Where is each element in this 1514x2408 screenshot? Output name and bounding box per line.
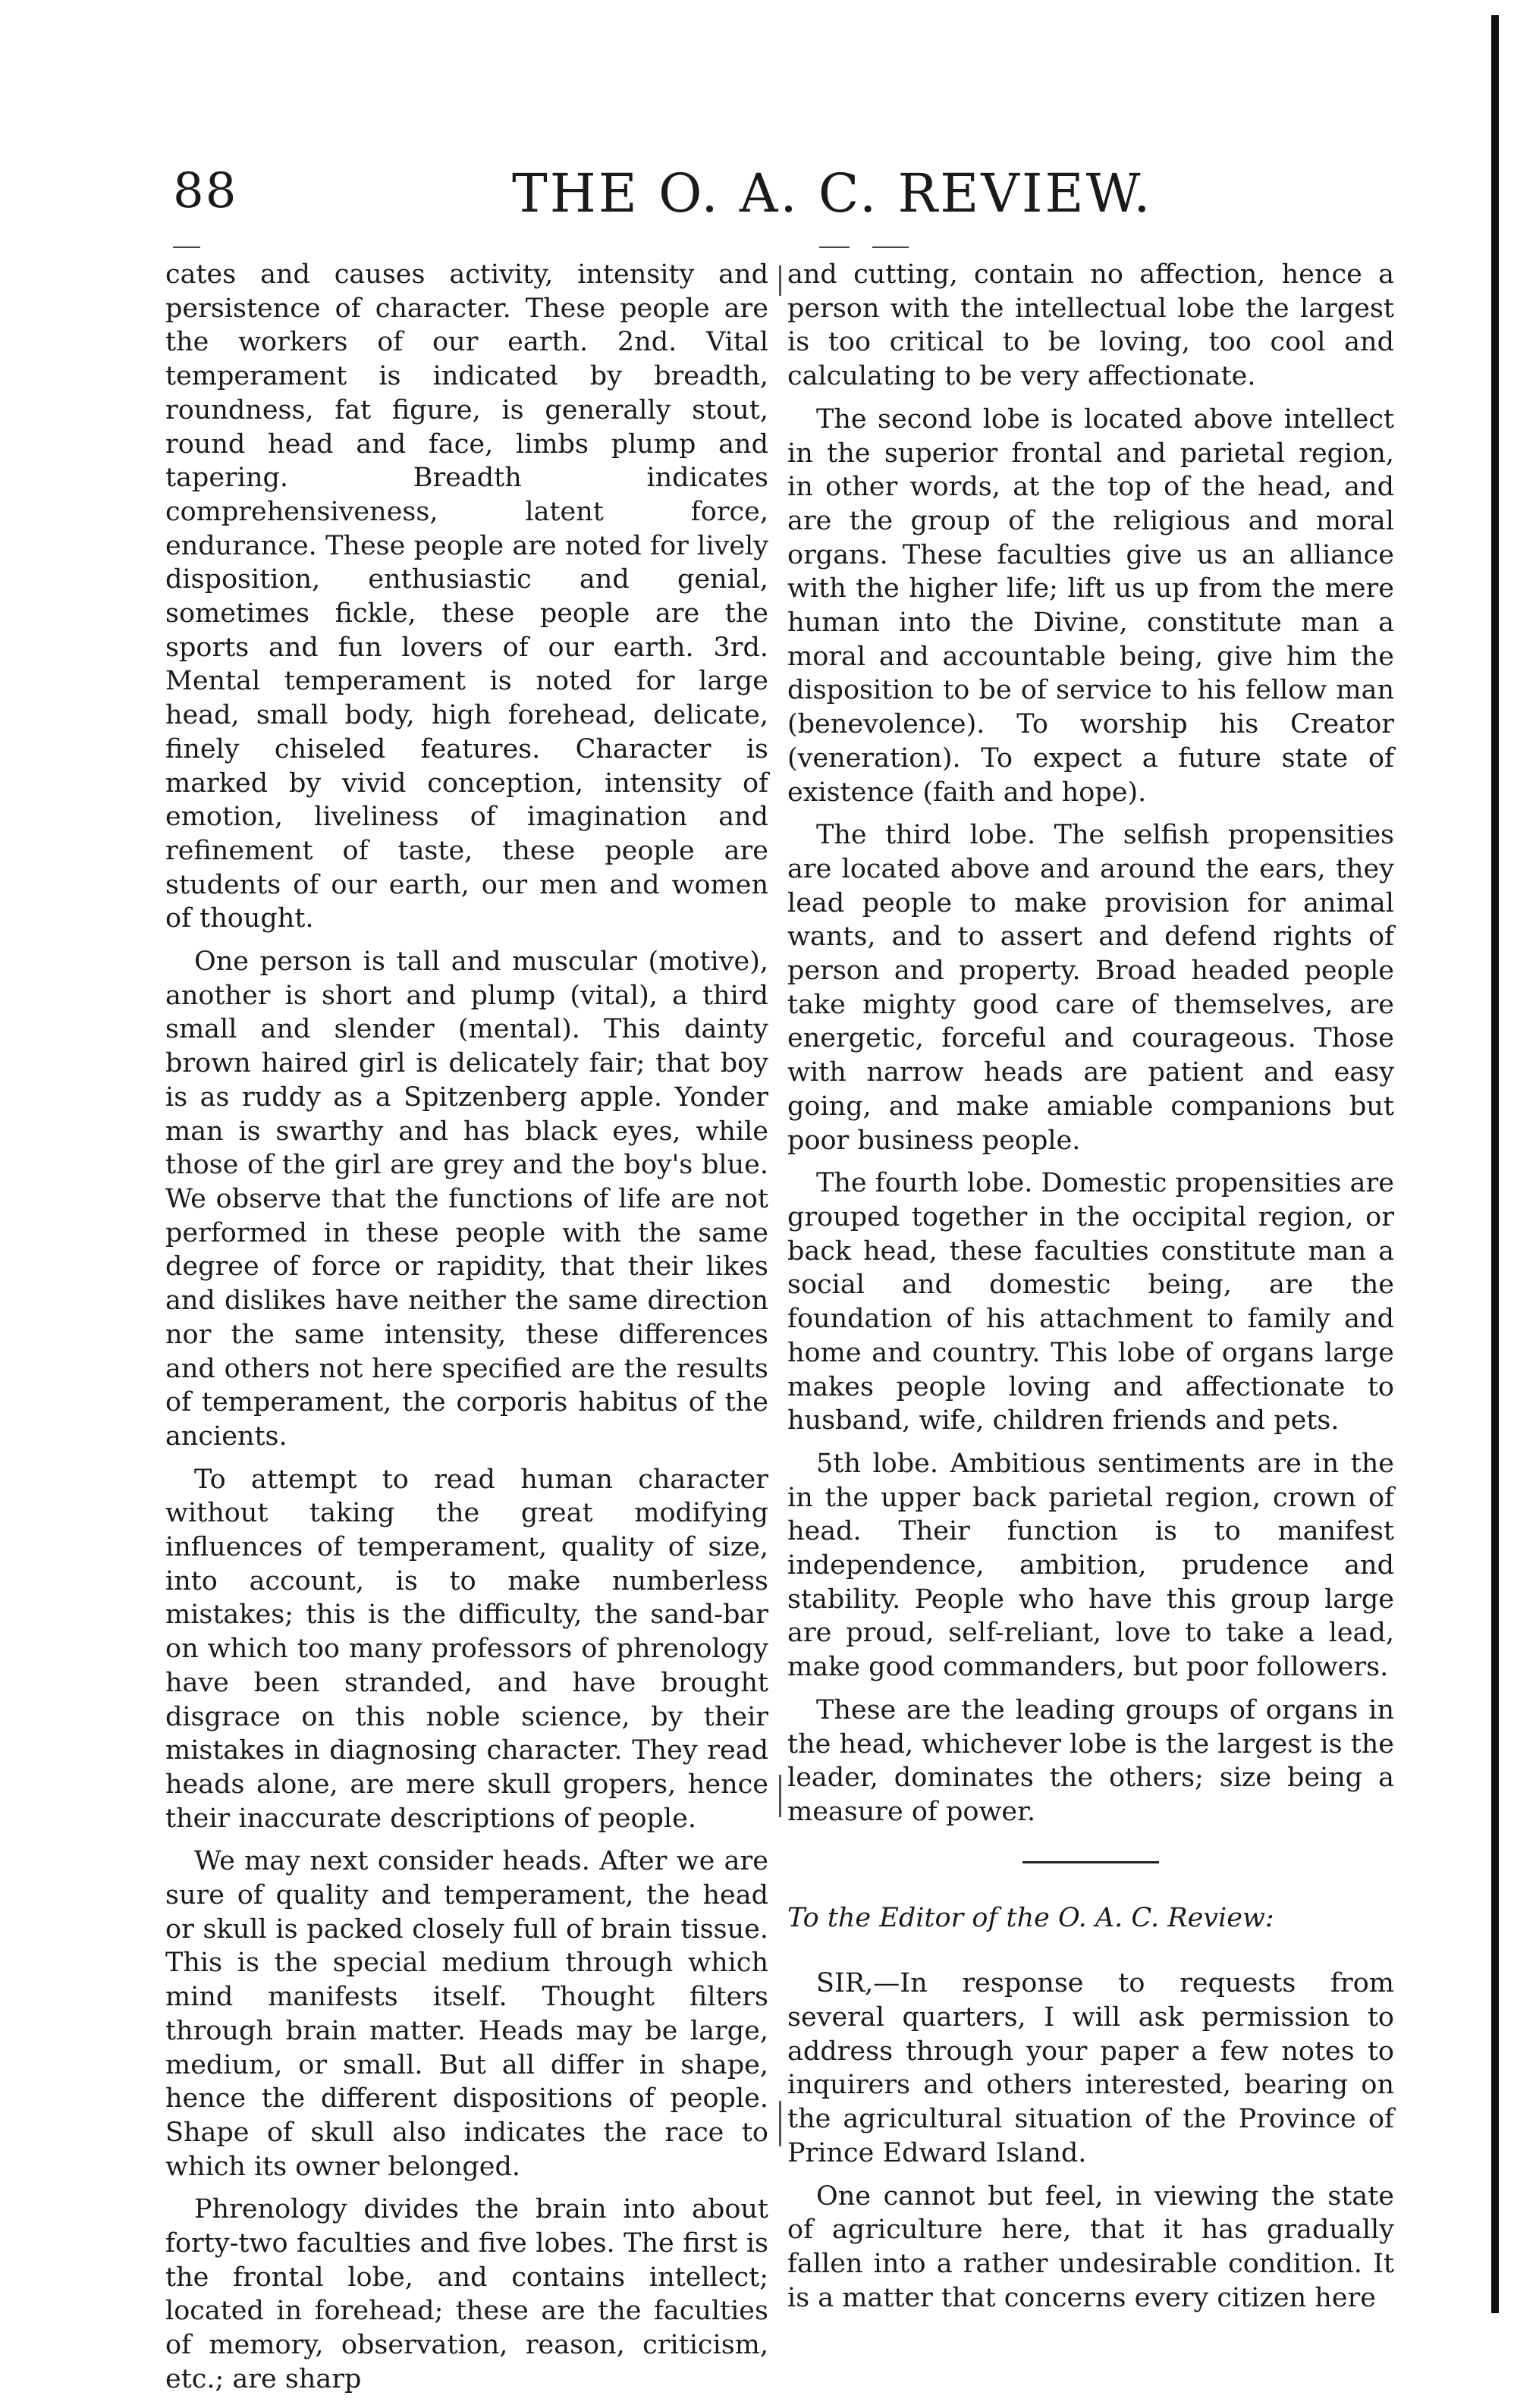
paragraph: To attempt to read human character without taking the great modifying influences of temperament, quality of size, into account, is to make numberless mistakes; this is the difficulty, the sand-bar on which too many professors of phrenology have been stranded, and have brought disgrace on this noble science, by their mistakes in diagnosing character. They read heads alone, are mere skull gropers, hence their inaccurate descriptions of people. — [165, 1464, 768, 1834]
letter-paragraph: SIR,—In response to requests from several quarters, I will ask permission to address through your paper a few notes to inquirers and others interested, bearing on the agricultural situation of the Province of Prince Edward Island. — [787, 1968, 1394, 2168]
paragraph: These are the leading groups of organs in the head, whichever lobe is the largest is the leader, dominates the others; size being a measure of power. — [787, 1694, 1395, 1827]
paragraph: One person is tall and muscular (motive), another is short and plump (vital), a third small and slender (mental). This dainty brown haired girl is delicately fair; that boy is as ruddy as a Spitzenberg apple. Yonder man is swarthy and has black eyes, while those of the girl are grey and the boy's blue. We observe that the functions of life are not performed in these people with the same degree of force or rapidity, that their likes and dislikes have neither the same direction nor the same intensity, these differences and others not here specified are the results of temperament, the corporis habitus of the ancients. — [165, 947, 768, 1452]
paragraph: The third lobe. The selfish propensities are located above and around the ears, they lead people to make provision for animal wants, and to assert and defend rights of person and property. Broad headed people take mighty good care of themselves, are energetic, forceful and courageous. Those with narrow heads are patient and easy going, and make amiable companions but poor business people. — [787, 820, 1394, 1156]
right-column — [787, 258, 1394, 2324]
paragraph: The fourth lobe. Domestic propensities are grouped together in the occipital region, or back head, these faculties constitute man a social and domestic being, are the foundation of his attachment to family and home and country. This lobe of organs large makes people loving and affectionate to husband, wife, children friends and pets. — [787, 1168, 1394, 1436]
page-edge-rule — [1491, 15, 1499, 2313]
page-number: 88 — [173, 163, 238, 219]
paragraph: and cutting, contain no affection, hence a person with the intellectual lobe the largest is too critical to be loving, too cool and calculating to be very affectionate. — [787, 259, 1394, 392]
header-rule-segment — [872, 246, 909, 248]
paragraph: The second lobe is located above intellect in the superior frontal and parietal region, in other words, at the top of the head, and are the group of the religious and moral organs. These faculties give us an alliance with the higher life; lift us up from the mere human into the Divine, constitute man a moral and accountable being, give him the disposition to be of service to his fellow man (benevolence). To worship his Creator (veneration). To expect a future state of existence (faith and hope). — [787, 403, 1394, 808]
gutter-mark — [779, 1775, 781, 1817]
gutter-mark — [779, 2101, 781, 2146]
letter-heading: To the Editor of the O. A. C. Review: — [787, 1902, 1274, 1933]
paragraph: 5th lobe. Ambitious sentiments are in the in the upper back parietal region, crown of head. Their function is to manifest independence, ambition, prudence and stability. People who have this group large are proud, self-reliant, love to take a lead, make good commanders, but poor followers. — [787, 1448, 1394, 1683]
section-divider — [1022, 1861, 1159, 1863]
header-rule-segment — [819, 246, 850, 248]
letter-paragraph: One cannot but feel, in viewing the state of agriculture here, that it has gradually fallen into a rather undesirable condition. It is a matter that concerns every citizen here — [787, 2180, 1394, 2313]
header-rule-segment — [173, 246, 200, 248]
paragraph: Phrenology divides the brain into about forty-two faculties and five lobes. The first is the frontal lobe, and contains intellect; located in forehead; these are the faculties of memory, observation, reason, criticism, etc.; are sharp — [165, 2194, 768, 2394]
paragraph: cates and causes activity, intensity and persistence of character. These people are the workers of our earth. 2nd. Vital temperament is indicated by breadth, roundness, fat figure, is generally stout, round head and face, limbs plump and tapering. Breadth indicates comprehensiveness, latent force, endurance. These people are noted for lively disposition, enthusiastic and genial, sometimes fickle, these people are the sports and fun lovers of our earth. 3rd. Mental temperament is noted for large head, small body, high forehead, delicate, finely chiseled features. Character is marked by vivid conception, intensity of emotion, liveliness of imagination and refinement of taste, these people are students of our earth, our men and women of thought. — [165, 259, 768, 934]
paragraph: We may next consider heads. After we are sure of quality and temperament, the head or skull is packed closely full of brain tissue. This is the special medium through which mind manifests itself. Thought filters through brain matter. Heads may be large, medium, or small. But all differ in shape, hence the different dispositions of people. Shape of skull also indicates the race to which its owner belonged. — [165, 1846, 768, 2182]
gutter-mark — [779, 265, 781, 296]
left-column — [165, 258, 768, 2406]
running-head-title: THE O. A. C. REVIEW. — [512, 162, 1153, 224]
